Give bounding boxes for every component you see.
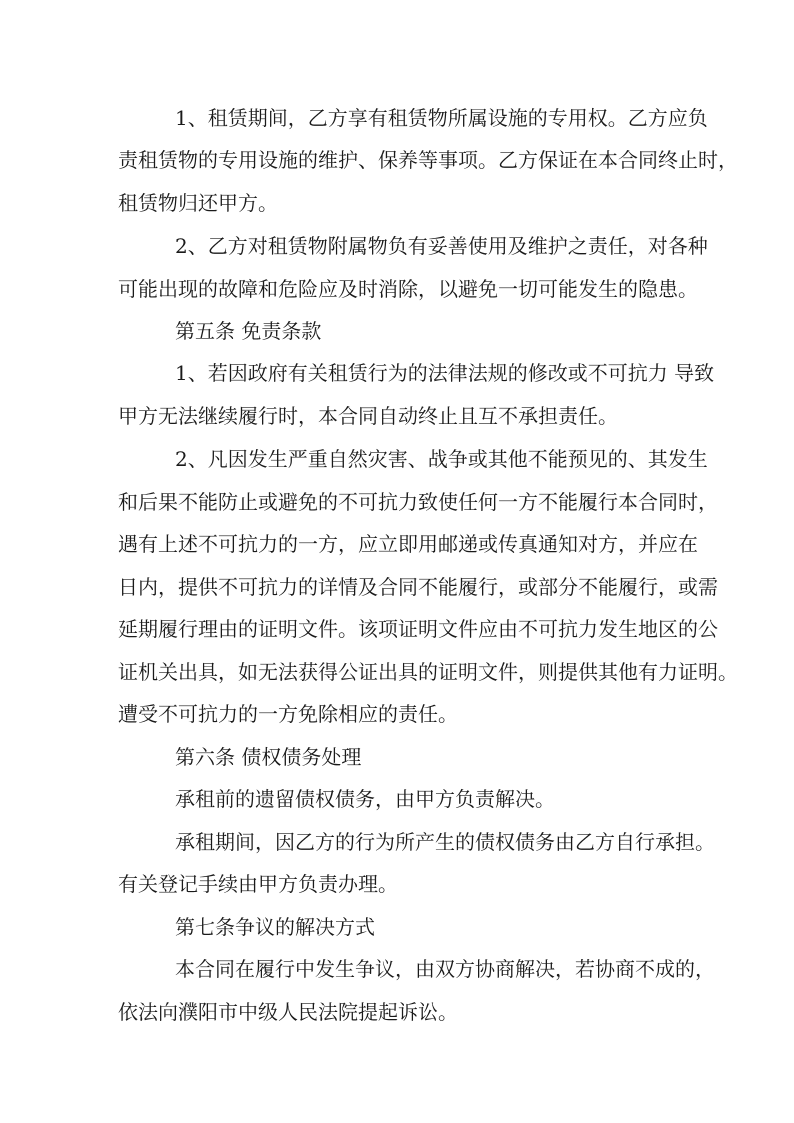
clause-5-item-2-line-3: 遇有上述不可抗力的一方，应立即用邮递或传真通知对方，并应在 bbox=[118, 532, 698, 556]
clause-5-item-2-line-7: 遭受不可抗力的一方免除相应的责任。 bbox=[118, 702, 458, 726]
clause-4-item-1-line-3: 租赁物归还甲方。 bbox=[118, 191, 278, 215]
clause-5-item-2-line-4: 日内，提供不可抗力的详情及合同不能履行，或部分不能履行，或需 bbox=[118, 575, 718, 599]
clause-5-item-2-line-2: 和后果不能防止或避免的不可抗力致使任何一方不能履行本合同时， bbox=[118, 490, 718, 514]
clause-5-item-2-line-1: 2、凡因发生严重自然灾害、战争或其他不能预见的、其发生 bbox=[175, 447, 708, 471]
clause-4-item-2-line-1: 2、乙方对租赁物附属物负有妥善使用及维护之责任，对各种 bbox=[175, 234, 708, 258]
clause-7-paragraph-line-2: 依法向濮阳市中级人民法院提起诉讼。 bbox=[118, 1000, 458, 1024]
clause-5-item-2-line-6: 证机关出具，如无法获得公证出具的证明文件，则提供其他有力证明。 bbox=[118, 660, 738, 684]
clause-4-item-2-line-2: 可能出现的故障和危险应及时消除，以避免一切可能发生的隐患。 bbox=[118, 277, 698, 301]
clause-4-item-1-line-1: 1、租赁期间，乙方享有租赁物所属设施的专用权。乙方应负 bbox=[175, 106, 708, 130]
clause-4-item-1-line-2: 责租赁物的专用设施的维护、保养等事项。乙方保证在本合同终止时， bbox=[118, 148, 738, 172]
clause-6-heading: 第六条 债权债务处理 bbox=[175, 745, 362, 769]
clause-7-heading: 第七条争议的解决方式 bbox=[175, 915, 375, 939]
clause-5-item-2-line-5: 延期履行理由的证明文件。该项证明文件应由不可抗力发生地区的公 bbox=[118, 617, 718, 641]
clause-5-heading: 第五条 免责条款 bbox=[175, 319, 322, 343]
clause-6-paragraph-2-line-2: 有关登记手续由甲方负责办理。 bbox=[118, 872, 398, 896]
clause-7-paragraph-line-1: 本合同在履行中发生争议，由双方协商解决，若协商不成的， bbox=[175, 957, 715, 981]
clause-5-item-1-line-1: 1、若因政府有关租赁行为的法律法规的修改或不可抗力 导致 bbox=[175, 361, 715, 385]
clause-5-item-1-line-2: 甲方无法继续履行时，本合同自动终止且互不承担责任。 bbox=[118, 404, 618, 428]
clause-6-paragraph-1: 承租前的遗留债权债务，由甲方负责解决。 bbox=[175, 787, 555, 811]
clause-6-paragraph-2-line-1: 承租期间，因乙方的行为所产生的债权债务由乙方自行承担。 bbox=[175, 830, 715, 854]
